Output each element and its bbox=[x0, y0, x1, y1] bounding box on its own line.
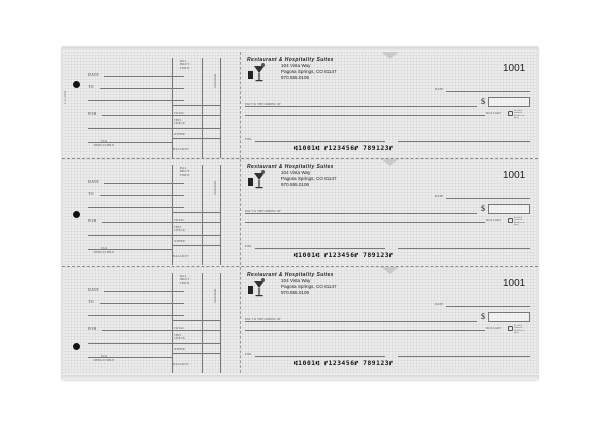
stub-tax-deductible: TAX DEDUCTIBLE bbox=[93, 139, 115, 147]
stub-deposits-label: DEPOSITS bbox=[213, 74, 217, 89]
stub-column-1 bbox=[172, 58, 173, 158]
stub-to-label: TO bbox=[88, 299, 94, 304]
stub-bal-brought-forward: BAL BRO'T FOR'D bbox=[180, 59, 190, 70]
stub-other-line bbox=[172, 138, 220, 139]
payee-line[interactable] bbox=[245, 321, 477, 322]
memo-label: FOR bbox=[245, 137, 252, 141]
phone: 970.555.0106 bbox=[281, 182, 310, 187]
address-line-2: Pagosa Springs, CO 81147 bbox=[281, 176, 337, 181]
lock-icon bbox=[508, 111, 513, 116]
payee-line[interactable] bbox=[245, 106, 477, 107]
dollar-sign: $ bbox=[481, 312, 485, 321]
micr-line: ⑆1001⑆ ⑈123456⑈ 789123⑈ bbox=[294, 252, 394, 259]
stub-tax-deductible: TAX DEDUCTIBLE bbox=[93, 354, 115, 362]
security-note: Security features. Details on back. bbox=[514, 325, 525, 335]
stub-for-label: FOR bbox=[88, 218, 97, 223]
stub-for-line-2 bbox=[88, 235, 172, 236]
stub-to-line-2 bbox=[88, 207, 184, 208]
date-line[interactable] bbox=[446, 198, 530, 199]
pay-to-label: PAY TO THE ORDER OF bbox=[245, 209, 281, 213]
stub-for-label: FOR bbox=[88, 326, 97, 331]
address-line-2: Pagosa Springs, CO 81147 bbox=[281, 284, 337, 289]
sheet-bottom-edge bbox=[62, 375, 538, 380]
stub-for-label: FOR bbox=[88, 111, 97, 116]
stub-column-2 bbox=[202, 273, 203, 373]
memo-label: FOR bbox=[245, 244, 252, 248]
date-label: DATE bbox=[435, 87, 444, 91]
fold-triangle bbox=[381, 159, 399, 166]
stub-bal-brought-forward: BAL BRO'T FOR'D bbox=[180, 166, 190, 177]
stub-date-label: DATE bbox=[88, 179, 100, 184]
lock-icon bbox=[508, 218, 513, 223]
stub-column-3 bbox=[220, 165, 221, 265]
written-amount-line[interactable] bbox=[245, 222, 485, 223]
date-label: DATE bbox=[435, 194, 444, 198]
dollars-label: DOLLARS bbox=[486, 111, 502, 115]
check-number: 1001 bbox=[503, 63, 526, 74]
dollars-label: DOLLARS bbox=[486, 326, 502, 330]
stub-deposit-line bbox=[172, 320, 220, 321]
stub-for-line bbox=[102, 222, 172, 223]
stub-to-label: TO bbox=[88, 191, 94, 196]
stub-other-label: OTHER bbox=[174, 132, 185, 136]
stub-this-check-label: THIS CHECK bbox=[174, 333, 186, 341]
security-note: Security features. Details on back. bbox=[514, 110, 525, 120]
address-line-1: 104 Vista Way bbox=[281, 63, 311, 68]
stub-column-1 bbox=[172, 273, 173, 373]
memo-line[interactable] bbox=[255, 356, 385, 357]
cocktail-logo-icon bbox=[246, 62, 268, 84]
amount-box[interactable] bbox=[488, 312, 530, 322]
check-1 bbox=[62, 52, 538, 158]
address-line-1: 104 Vista Way bbox=[281, 278, 311, 283]
stub-this-check-label: THIS CHECK bbox=[174, 225, 186, 233]
memo-line[interactable] bbox=[255, 248, 385, 249]
check-2 bbox=[62, 159, 538, 265]
stub-to-label: TO bbox=[88, 84, 94, 89]
stub-column-3 bbox=[220, 58, 221, 158]
fold-triangle bbox=[381, 52, 399, 59]
signature-line[interactable] bbox=[398, 356, 530, 357]
stub-balance-label: BALANCE bbox=[173, 147, 189, 151]
stub-balance-label: BALANCE bbox=[173, 362, 189, 366]
address-line-2: Pagosa Springs, CO 81147 bbox=[281, 69, 337, 74]
amount-box[interactable] bbox=[488, 204, 530, 214]
address-line-1: 104 Vista Way bbox=[281, 170, 311, 175]
company-name: Restaurant & Hospitality Suites bbox=[247, 57, 334, 63]
stub-tax-deductible: TAX DEDUCTIBLE bbox=[93, 246, 115, 254]
sheet-side-text: 1-3 | 2024 bbox=[63, 90, 67, 104]
stub-deposit-line bbox=[172, 212, 220, 213]
company-name: Restaurant & Hospitality Suites bbox=[247, 272, 334, 278]
check-3 bbox=[62, 267, 538, 373]
date-label: DATE bbox=[435, 302, 444, 306]
stub-perforation bbox=[240, 52, 241, 158]
stub-other-label: OTHER bbox=[174, 239, 185, 243]
pay-to-label: PAY TO THE ORDER OF bbox=[245, 317, 281, 321]
stub-other-label: OTHER bbox=[174, 347, 185, 351]
binder-hole-2 bbox=[73, 211, 80, 218]
written-amount-line[interactable] bbox=[245, 330, 485, 331]
check-sheet bbox=[62, 47, 538, 380]
check-number: 1001 bbox=[503, 170, 526, 181]
payee-line[interactable] bbox=[245, 213, 477, 214]
stub-for-line bbox=[102, 115, 172, 116]
stub-deposits-label: DEPOSITS bbox=[213, 289, 217, 304]
stub-for-line bbox=[102, 330, 172, 331]
memo-label: FOR bbox=[245, 352, 252, 356]
stub-total-label: TOTAL bbox=[174, 111, 185, 115]
stub-total-label: TOTAL bbox=[174, 326, 185, 330]
stub-column-2 bbox=[202, 165, 203, 265]
date-line[interactable] bbox=[446, 306, 530, 307]
stub-column-3 bbox=[220, 273, 221, 373]
stub-total-line bbox=[172, 330, 220, 331]
stub-other-line bbox=[172, 245, 220, 246]
memo-line[interactable] bbox=[255, 141, 385, 142]
written-amount-line[interactable] bbox=[245, 115, 485, 116]
stub-total-label: TOTAL bbox=[174, 218, 185, 222]
binder-hole-3 bbox=[73, 343, 80, 350]
stub-perforation bbox=[240, 159, 241, 265]
stub-balance-label: BALANCE bbox=[173, 254, 189, 258]
stub-bal-brought-forward: BAL BRO'T FOR'D bbox=[180, 274, 190, 285]
binder-hole-1 bbox=[73, 81, 80, 88]
stub-column-2 bbox=[202, 58, 203, 158]
micr-line: ⑆1001⑆ ⑈123456⑈ 789123⑈ bbox=[294, 145, 394, 152]
stub-total-line bbox=[172, 115, 220, 116]
cocktail-logo-icon bbox=[246, 277, 268, 299]
dollar-sign: $ bbox=[481, 97, 485, 106]
signature-line[interactable] bbox=[398, 141, 530, 142]
stub-this-check-label: THIS CHECK bbox=[174, 118, 186, 126]
stub-column-1 bbox=[172, 165, 173, 265]
stub-to-line-2 bbox=[88, 100, 184, 101]
stub-date-label: DATE bbox=[88, 72, 100, 77]
stub-perforation bbox=[240, 267, 241, 373]
check-number: 1001 bbox=[503, 278, 526, 289]
stub-deposit-line bbox=[172, 105, 220, 106]
stub-this-check-line bbox=[172, 235, 220, 236]
stub-this-check-line bbox=[172, 343, 220, 344]
phone: 970.555.0106 bbox=[281, 290, 310, 295]
stub-total-line bbox=[172, 222, 220, 223]
stub-for-line-2 bbox=[88, 128, 172, 129]
stub-to-line-2 bbox=[88, 315, 184, 316]
stub-date-label: DATE bbox=[88, 287, 100, 292]
stub-this-check-line bbox=[172, 128, 220, 129]
date-line[interactable] bbox=[446, 91, 530, 92]
lock-icon bbox=[508, 326, 513, 331]
signature-line[interactable] bbox=[398, 248, 530, 249]
stub-other-line bbox=[172, 353, 220, 354]
micr-line: ⑆1001⑆ ⑈123456⑈ 789123⑈ bbox=[294, 360, 394, 367]
stub-deposits-label: DEPOSITS bbox=[213, 181, 217, 196]
phone: 970.555.0106 bbox=[281, 75, 310, 80]
pay-to-label: PAY TO THE ORDER OF bbox=[245, 102, 281, 106]
stub-for-line-2 bbox=[88, 343, 172, 344]
fold-triangle bbox=[381, 267, 399, 274]
company-name: Restaurant & Hospitality Suites bbox=[247, 164, 334, 170]
dollar-sign: $ bbox=[481, 204, 485, 213]
cocktail-logo-icon bbox=[246, 169, 268, 191]
amount-box[interactable] bbox=[488, 97, 530, 107]
security-note: Security features. Details on back. bbox=[514, 217, 525, 227]
dollars-label: DOLLARS bbox=[486, 218, 502, 222]
